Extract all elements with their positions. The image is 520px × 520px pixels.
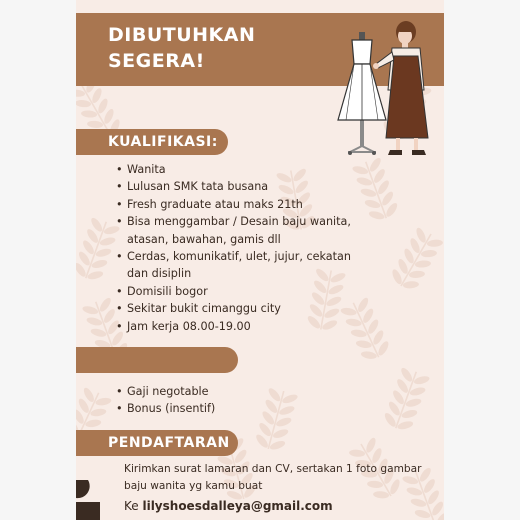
qualification-item: • Domisili bogor xyxy=(116,283,371,300)
tailor-woman-icon xyxy=(373,21,428,155)
qualifications-list xyxy=(116,161,371,335)
benefits-heading xyxy=(76,347,238,373)
qualification-item: • Fresh graduate atau maks 21th xyxy=(116,196,371,213)
benefit-item: • Gaji negotable xyxy=(116,383,371,400)
tailor-illustration xyxy=(332,12,444,160)
contact-prefix: Ke xyxy=(124,499,143,513)
headline: DIBUTUHKAN SEGERA! xyxy=(108,24,256,72)
corner-decoration-icon xyxy=(76,480,100,520)
registration-text: Kirimkan surat lamaran dan CV, sertakan 1 foto gambar baju wanita yg kamu buat xyxy=(124,463,422,492)
qualification-item: • Sekitar bukit cimanggu city xyxy=(116,300,371,317)
qualification-item: • Bisa menggambar / Desain baju wanita, atasan, bawahan, gamis dll xyxy=(116,213,371,248)
dress-form-icon xyxy=(338,32,386,155)
qualification-item: • Wanita xyxy=(116,161,371,178)
registration-contact xyxy=(124,497,333,515)
qualification-item: • Cerdas, komunikatif, ulet, jujur, cekatan dan disiplin xyxy=(116,248,371,283)
qualification-item: • Lulusan SMK tata busana xyxy=(116,178,371,195)
contact-email[interactable]: lilyshoesdalleya@gmail.com xyxy=(142,499,333,513)
benefits-list xyxy=(116,383,371,418)
qualification-item: • Jam kerja 08.00-19.00 xyxy=(116,318,371,335)
qualifications-heading: KUALIFIKASI: xyxy=(76,129,228,155)
job-poster xyxy=(76,0,444,520)
registration-heading: PENDAFTARAN xyxy=(76,430,238,456)
benefit-item: • Bonus (insentif) xyxy=(116,400,371,417)
